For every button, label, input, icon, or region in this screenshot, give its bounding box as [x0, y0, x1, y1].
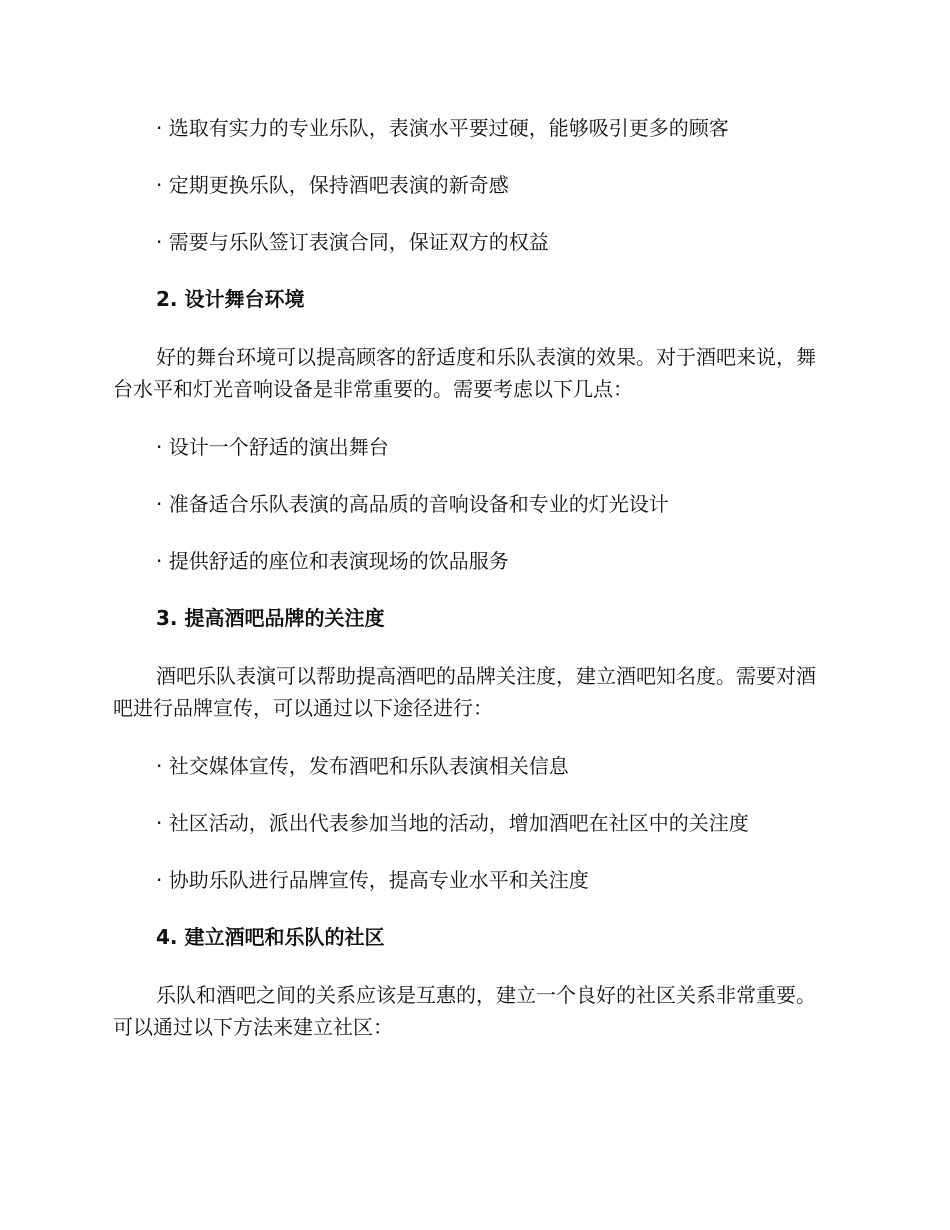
section-heading: 4. 建立酒吧和乐队的社区 [156, 925, 385, 949]
paragraph: 酒吧乐队表演可以帮助提高酒吧的品牌关注度，建立酒吧知名度。需要对酒吧进行品牌宣传，可以通过以下途径进行： [113, 664, 816, 720]
bullet-item: · 选取有实力的专业乐队，表演水平要过硬，能够吸引更多的顾客 [156, 116, 729, 140]
bullet-item: · 设计一个舒适的演出舞台 [156, 435, 389, 459]
bullet-item: · 定期更换乐队，保持酒吧表演的新奇感 [156, 173, 509, 197]
bullet-item: · 社区活动，派出代表参加当地的活动，增加酒吧在社区中的关注度 [156, 811, 749, 835]
section-heading: 3. 提高酒吧品牌的关注度 [156, 606, 385, 630]
bullet-item: · 需要与乐队签订表演合同，保证双方的权益 [156, 230, 549, 254]
bullet-item: · 社交媒体宣传，发布酒吧和乐队表演相关信息 [156, 754, 569, 778]
paragraph: 乐队和酒吧之间的关系应该是互惠的，建立一个良好的社区关系非常重要。可以通过以下方法来建立社区： [113, 983, 816, 1039]
bullet-item: · 准备适合乐队表演的高品质的音响设备和专业的灯光设计 [156, 492, 669, 516]
section-heading: 2. 设计舞台环境 [156, 287, 305, 311]
bullet-item: · 提供舒适的座位和表演现场的饮品服务 [156, 549, 509, 573]
paragraph: 好的舞台环境可以提高顾客的舒适度和乐队表演的效果。对于酒吧来说，舞台水平和灯光音响设备是非常重要的。需要考虑以下几点： [113, 345, 816, 401]
bullet-item: · 协助乐队进行品牌宣传，提高专业水平和关注度 [156, 868, 589, 892]
